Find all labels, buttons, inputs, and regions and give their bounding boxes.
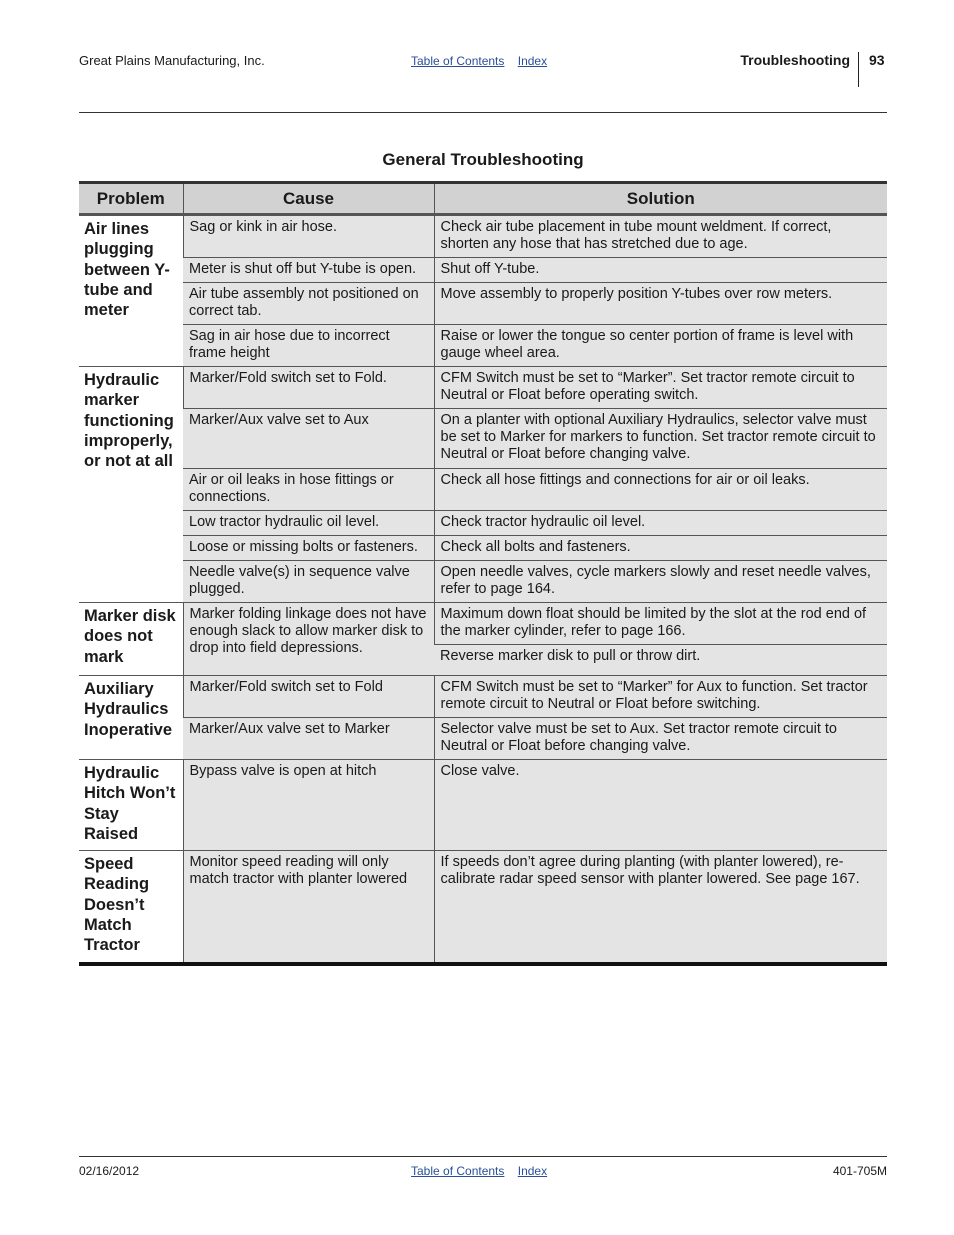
header-solution: Solution: [434, 183, 887, 215]
table-row: [79, 511, 887, 536]
table-row: [79, 676, 887, 718]
cause-cell: Marker/Fold switch set to Fold.: [183, 367, 434, 409]
solution-cell: Check air tube placement in tube mount weldment. If correct, shorten any hose that has stretched due to age.: [434, 215, 887, 258]
footer-date: 02/16/2012: [79, 1164, 140, 1178]
table-row: [79, 760, 887, 851]
cause-cell: Monitor speed reading will only match tractor with planter lowered: [183, 851, 434, 964]
cause-cell: Meter is shut off but Y-tube is open.: [183, 258, 434, 283]
problem-cell: Air lines plugging between Y-tube and meter: [79, 215, 183, 367]
solution-cell: If speeds don’t agree during planting (with planter lowered), re-calibrate radar speed sensor with planter lowered. See page 167.: [434, 851, 887, 964]
header-problem: Problem: [79, 183, 183, 215]
header-index-link[interactable]: Index: [517, 54, 548, 68]
solution-cell: Close valve.: [434, 760, 887, 851]
table-row: [79, 561, 887, 603]
table-row: [79, 367, 887, 409]
table-header-row: [79, 183, 887, 215]
solution-cell: CFM Switch must be set to “Marker”. Set tractor remote circuit to Neutral or Float before operating switch.: [434, 367, 887, 409]
header-toc-link[interactable]: Table of Contents: [411, 54, 505, 68]
problem-cell: Hydraulic Hitch Won’t Stay Raised: [79, 760, 183, 851]
solution-cell: Raise or lower the tongue so center portion of frame is level with gauge wheel area.: [434, 325, 887, 367]
solution-cell: Move assembly to properly position Y-tubes over row meters.: [434, 283, 887, 325]
table-row: [79, 536, 887, 561]
problem-cell: Hydraulic marker functioning improperly, or not at all: [79, 367, 183, 603]
table-title: General Troubleshooting: [382, 150, 584, 169]
solution-cell: Selector valve must be set to Aux. Set tractor remote circuit to Neutral or Float before changing valve.: [434, 718, 887, 760]
troubleshooting-table: [79, 181, 887, 966]
solution-cell: On a planter with optional Auxiliary Hydraulics, selector valve must be set to Marker for markers to function. Set tractor remote circuit to Neutral or Float before changing valve.: [434, 409, 887, 469]
table-row: [79, 603, 887, 645]
cause-cell: Bypass valve is open at hitch: [183, 760, 434, 851]
footer-nav: [411, 1164, 557, 1178]
cause-cell: Low tractor hydraulic oil level.: [183, 511, 434, 536]
header-rule: [79, 112, 887, 113]
header-nav: [411, 54, 557, 68]
company-name: Great Plains Manufacturing, Inc.: [79, 53, 265, 68]
table-row: [79, 409, 887, 469]
solution-cell: Maximum down float should be limited by the slot at the rod end of the marker cylinder, refer to page 166.: [434, 603, 887, 645]
cause-cell: Air tube assembly not positioned on correct tab.: [183, 283, 434, 325]
table-row: [79, 215, 887, 258]
section-title: Troubleshooting: [740, 52, 850, 68]
cause-cell: Sag in air hose due to incorrect frame height: [183, 325, 434, 367]
header-cause: Cause: [183, 183, 434, 215]
solution-cell: Check all bolts and fasteners.: [434, 536, 887, 561]
cause-cell: Marker/Aux valve set to Aux: [183, 409, 434, 469]
table-row: [79, 283, 887, 325]
cause-cell: Needle valve(s) in sequence valve plugged.: [183, 561, 434, 603]
table-row: [79, 258, 887, 283]
problem-cell: Speed Reading Doesn’t Match Tractor: [79, 851, 183, 964]
cause-cell: Loose or missing bolts or fasteners.: [183, 536, 434, 561]
page-number: 93: [869, 52, 885, 68]
footer-toc-link[interactable]: Table of Contents: [411, 1164, 505, 1178]
document-code: 401-705M: [832, 1164, 887, 1178]
solution-cell: Check all hose fittings and connections for air or oil leaks.: [434, 469, 887, 511]
table-row: [79, 469, 887, 511]
solution-cell: Check tractor hydraulic oil level.: [434, 511, 887, 536]
table-row: [79, 718, 887, 760]
problem-cell: Marker disk does not mark: [79, 603, 183, 676]
table-row: [79, 325, 887, 367]
solution-cell: Open needle valves, cycle markers slowly and reset needle valves, refer to page 164.: [434, 561, 887, 603]
problem-cell: Auxiliary Hydraulics Inoperative: [79, 676, 183, 760]
cause-cell: Marker/Fold switch set to Fold: [183, 676, 434, 718]
cause-cell: Sag or kink in air hose.: [183, 215, 434, 258]
solution-cell: Reverse marker disk to pull or throw dirt.: [434, 645, 887, 676]
header-divider: [858, 52, 859, 87]
solution-cell: Shut off Y-tube.: [434, 258, 887, 283]
footer-rule: [79, 1156, 887, 1157]
cause-cell: Marker folding linkage does not have enough slack to allow marker disk to drop into field depressions.: [183, 603, 434, 676]
cause-cell: Air or oil leaks in hose fittings or connections.: [183, 469, 434, 511]
table-row: [79, 851, 887, 964]
footer-index-link[interactable]: Index: [517, 1164, 548, 1178]
cause-cell: Marker/Aux valve set to Marker: [183, 718, 434, 760]
solution-cell: CFM Switch must be set to “Marker” for Aux to function. Set tractor remote circuit to Neutral or Float before switching.: [434, 676, 887, 718]
